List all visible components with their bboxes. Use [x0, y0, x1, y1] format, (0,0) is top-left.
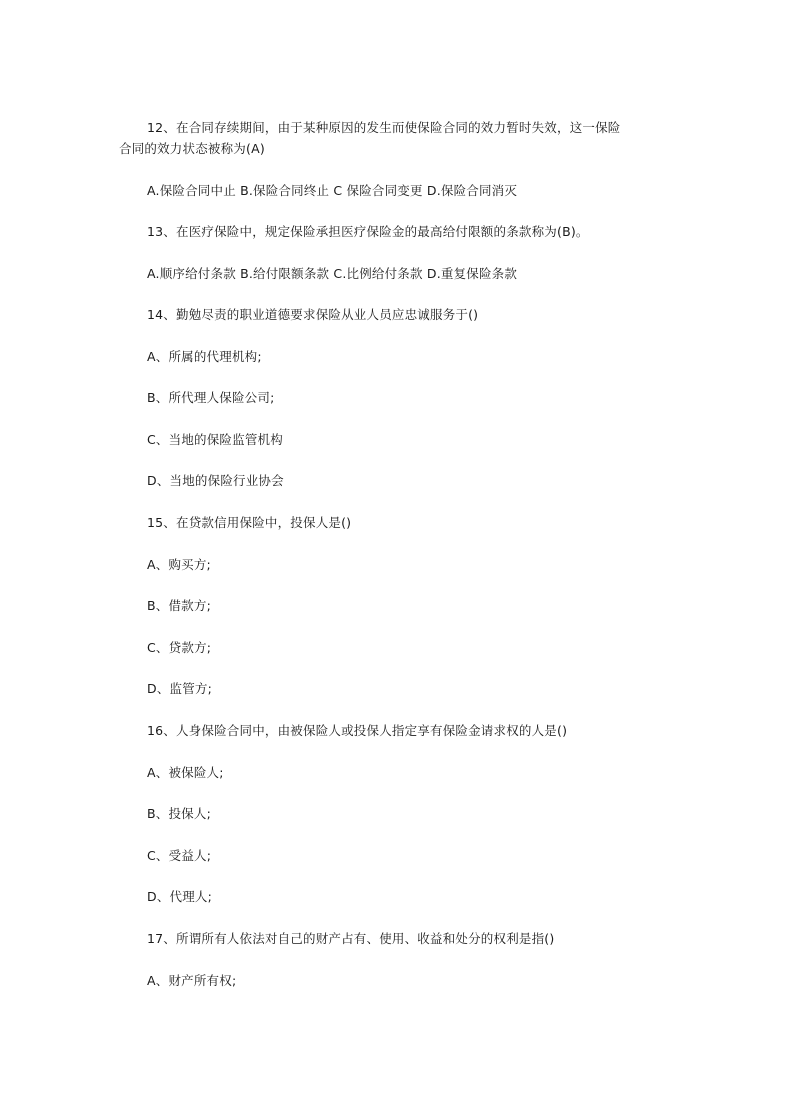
q14-option-b: B、所代理人保险公司; — [147, 390, 275, 405]
q12-options: A.保险合同中止 B.保险合同终止 C 保险合同变更 D.保险合同消灭 — [147, 183, 518, 198]
q15-option-d: D、监管方; — [147, 681, 213, 696]
q14-option-a: A、所属的代理机构; — [147, 349, 262, 364]
q13-options: A.顺序给付条款 B.给付限额条款 C.比例给付条款 D.重复保险条款 — [147, 266, 518, 281]
q16-option-c: C、受益人; — [147, 848, 212, 863]
q16-stem: 16、人身保险合同中，由被保险人或投保人指定享有保险金请求权的人是() — [147, 723, 568, 738]
q14-option-d: D、当地的保险行业协会 — [147, 473, 284, 488]
q12-stem-line1: 12、在合同存续期间，由于某种原因的发生而使保险合同的效力暂时失效，这一保险 — [147, 120, 621, 135]
q14-stem: 14、勤勉尽责的职业道德要求保险从业人员应忠诚服务于() — [147, 307, 479, 322]
q14-option-c: C、当地的保险监管机构 — [147, 432, 283, 447]
q15-option-c: C、贷款方; — [147, 640, 212, 655]
q12-stem-line2: 合同的效力状态被称为(A) — [119, 141, 265, 156]
q16-option-b: B、投保人; — [147, 806, 211, 821]
q15-option-a: A、购买方; — [147, 557, 211, 572]
q16-option-d: D、代理人; — [147, 889, 213, 904]
q16-option-a: A、被保险人; — [147, 765, 224, 780]
q15-option-b: B、借款方; — [147, 598, 211, 613]
q17-option-a: A、财产所有权; — [147, 973, 237, 988]
q15-stem: 15、在贷款信用保险中，投保人是() — [147, 515, 352, 530]
q13-stem: 13、在医疗保险中，规定保险承担医疗保险金的最高给付限额的条款称为(B)。 — [147, 224, 589, 239]
q17-stem: 17、所谓所有人依法对自己的财产占有、使用、收益和处分的权利是指() — [147, 931, 555, 946]
